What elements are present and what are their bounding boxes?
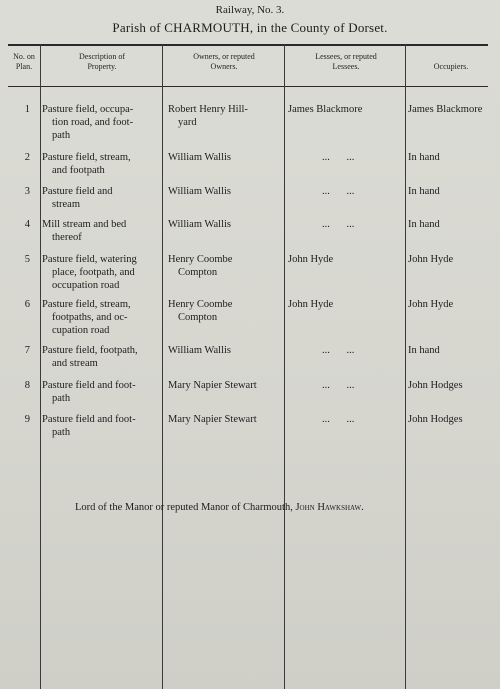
description-line: Pasture field, footpath,: [42, 345, 138, 356]
owner-name: [168, 185, 286, 198]
owner-name: [168, 218, 286, 231]
description-line: cupation road: [52, 325, 110, 336]
description-line: Pasture field, watering: [42, 254, 137, 265]
lord-of-manor-line: [75, 502, 364, 513]
plan-number: 1: [24, 104, 30, 115]
occupier-name: James Blackmore: [408, 104, 483, 115]
property-description: [42, 298, 160, 337]
lessee-name: ... ...: [322, 219, 355, 230]
col-header-line: No. on: [13, 52, 35, 61]
column-divider: [162, 44, 163, 689]
description-line: place, footpath, and: [52, 267, 135, 278]
description-line: path: [52, 393, 71, 404]
col-header-line: Lessees.: [332, 62, 360, 71]
owner-name: [168, 253, 286, 279]
plan-number: 9: [24, 414, 30, 425]
table-top-rule: [8, 44, 488, 46]
property-description: [42, 413, 160, 439]
owner-line: William Wallis: [168, 219, 231, 230]
lessee-name: ... ...: [322, 414, 355, 425]
owner-line: William Wallis: [168, 345, 231, 356]
description-line: thereof: [52, 232, 82, 243]
description-line: Pasture field, stream,: [42, 299, 131, 310]
lessee-name: James Blackmore: [288, 104, 363, 115]
plan-number: 4: [24, 219, 30, 230]
col-header-description: [42, 52, 162, 72]
plan-number: 6: [24, 299, 30, 310]
parish-heading: Parish of CHARMOUTH, in the County of Dorset.: [112, 20, 388, 35]
col-header-line: Owners.: [210, 62, 238, 71]
col-header-line: Description of: [79, 52, 125, 61]
description-line: Pasture field and foot-: [42, 380, 136, 391]
owner-name: [168, 298, 286, 324]
property-description: [42, 151, 160, 177]
property-description: [42, 103, 160, 142]
owner-name: [168, 379, 286, 392]
plan-number: 5: [24, 254, 30, 265]
description-line: occupation road: [52, 280, 120, 291]
property-description: [42, 218, 160, 244]
column-divider: [40, 44, 41, 689]
lord-name: John Hawkshaw.: [295, 502, 364, 513]
owner-line: William Wallis: [168, 152, 231, 163]
owner-line: Henry Coombe: [168, 254, 233, 265]
owner-line: Mary Napier Stewart: [168, 414, 257, 425]
col-header-line: Lessees, or reputed: [315, 52, 377, 61]
description-line: path: [52, 427, 71, 438]
description-line: tion road, and foot-: [52, 117, 134, 128]
description-line: Pasture field, occupa-: [42, 104, 134, 115]
owner-line: Robert Henry Hill-: [168, 104, 248, 115]
col-header-lessees: [286, 52, 406, 72]
description-line: Pasture field and foot-: [42, 414, 136, 425]
column-divider: [284, 44, 285, 689]
table-header-rule: [8, 86, 488, 87]
owner-line: Mary Napier Stewart: [168, 380, 257, 391]
lessee-name: John Hyde: [288, 299, 334, 310]
description-line: Pasture field, stream,: [42, 152, 131, 163]
property-description: [42, 185, 160, 211]
property-description: [42, 253, 160, 292]
column-divider: [405, 44, 406, 689]
owner-name: [168, 413, 286, 426]
description-line: path: [52, 130, 71, 141]
occupier-name: John Hodges: [408, 414, 463, 425]
owner-line: Compton: [178, 312, 218, 323]
owner-line: William Wallis: [168, 186, 231, 197]
col-header-owners: [164, 52, 284, 72]
description-line: and stream: [52, 358, 98, 369]
occupier-name: John Hyde: [408, 254, 454, 265]
lessee-name: John Hyde: [288, 254, 334, 265]
owner-name: [168, 103, 286, 129]
lessee-name: ... ...: [322, 152, 355, 163]
description-line: and footpath: [52, 165, 105, 176]
owner-line: Compton: [178, 267, 218, 278]
owner-name: [168, 151, 286, 164]
owner-name: [168, 344, 286, 357]
description-line: Pasture field and: [42, 186, 113, 197]
col-header-occupiers: Occupiers.: [433, 62, 469, 71]
plan-number: 8: [24, 380, 30, 391]
property-description: [42, 379, 160, 405]
lessee-name: ... ...: [322, 345, 355, 356]
lessee-name: ... ...: [322, 186, 355, 197]
lessee-name: ... ...: [322, 380, 355, 391]
owner-line: Henry Coombe: [168, 299, 233, 310]
occupier-name: In hand: [408, 345, 440, 356]
occupier-name: In hand: [408, 186, 440, 197]
occupier-name: John Hodges: [408, 380, 463, 391]
description-line: Mill stream and bed: [42, 219, 127, 230]
description-line: stream: [52, 199, 80, 210]
owner-line: yard: [178, 117, 197, 128]
lord-prefix: Lord of the Manor or reputed Manor of Charmouth,: [75, 502, 293, 513]
col-header-line: Property.: [87, 62, 117, 71]
col-header-line: Plan.: [15, 62, 33, 71]
plan-number: 2: [24, 152, 30, 163]
property-description: [42, 344, 160, 370]
plan-number: 3: [24, 186, 30, 197]
railway-heading: Railway, No. 3.: [215, 4, 285, 16]
description-line: footpaths, and oc-: [52, 312, 128, 323]
col-header-line: Owners, or reputed: [193, 52, 255, 61]
occupier-name: John Hyde: [408, 299, 454, 310]
col-header-no: [8, 52, 40, 72]
plan-number: 7: [24, 345, 30, 356]
occupier-name: In hand: [408, 152, 440, 163]
occupier-name: In hand: [408, 219, 440, 230]
